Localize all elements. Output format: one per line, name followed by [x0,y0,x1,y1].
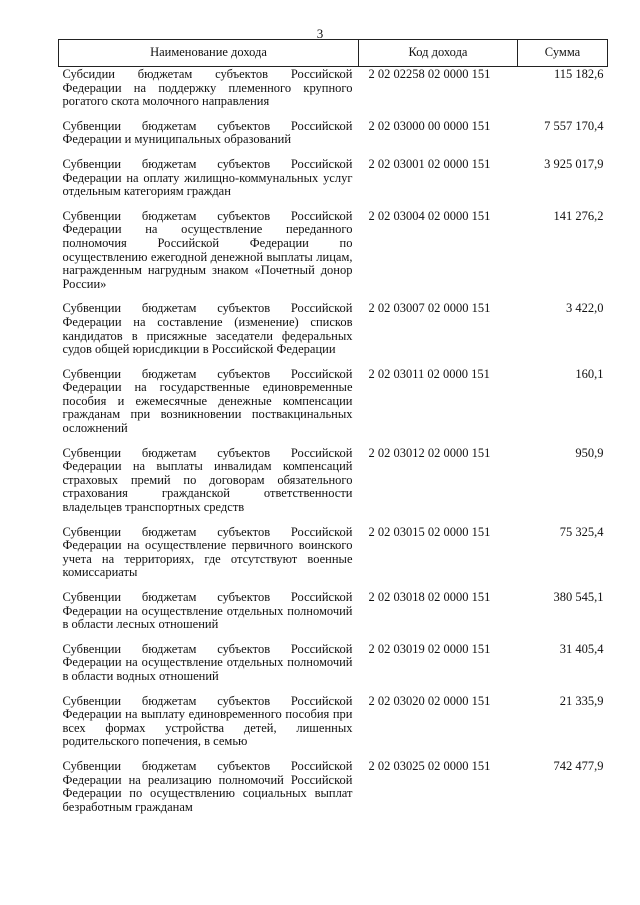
income-amount: 3 925 017,9 [544,156,604,171]
table-row [59,526,608,591]
income-amount: 7 557 170,4 [544,118,604,133]
column-header-code: Код дохода [359,40,518,67]
income-name: Субвенции бюджетам субъектов Российской Федерации на выплату единовременного пособия при всех формах устройства детей, лишенных родительского попечения, в семью [62,693,353,749]
income-name: Субвенции бюджетам субъектов Российской Федерации на оплату жилищно-коммунальных услуг отдельным категориям граждан [62,156,353,199]
table-row [59,643,608,695]
income-amount: 160,1 [575,366,604,381]
income-amount: 380 545,1 [553,590,604,604]
income-name: Субвенции бюджетам субъектов Российской Федерации на осуществление отдельных полномочий в области водных отношений [62,641,353,683]
income-amount: 141 276,2 [553,208,604,223]
income-table [58,39,608,825]
table-row [59,368,608,447]
income-amount: 31 405,4 [559,641,604,656]
income-amount: 950,9 [575,445,604,460]
column-header-amount: Сумма [518,40,608,67]
income-amount: 21 335,9 [559,693,604,708]
income-code: 2 02 03004 02 0000 151 [368,208,491,223]
table-row [59,760,608,825]
income-amount: 3 422,0 [566,301,604,316]
income-name: Субвенции бюджетам субъектов Российской Федерации на осуществление первичного воинского учета на территориях, где отсутствуют военные комиссариаты [62,524,353,580]
income-name: Субвенции бюджетам субъектов Российской Федерации на осуществление отдельных полномочий в области лесных отношений [62,590,353,632]
income-code: 2 02 03000 00 0000 151 [368,118,491,133]
income-name: Субвенции бюджетам субъектов Российской Федерации на осуществление переданного полномочия Российской Федерации по осуществлению ежегодной денежной выплаты лицам, награжденным нагрудным знаком «Почетный донор России» [62,208,353,291]
income-name: Субсидии бюджетам субъектов Российской Федерации на поддержку племенного крупного рогатого скота молочного направления [62,67,353,109]
table-row [59,591,608,643]
income-code: 2 02 03019 02 0000 151 [368,641,491,656]
income-code: 2 02 03015 02 0000 151 [368,524,491,539]
table-row [59,302,608,367]
table-row [59,67,608,120]
income-amount: 742 477,9 [553,758,604,773]
income-code: 2 02 03011 02 0000 151 [368,366,490,381]
income-code: 2 02 02258 02 0000 151 [368,67,491,81]
table-row [59,120,608,158]
page-number: 3 [316,26,324,41]
table-row [59,447,608,526]
income-amount: 75 325,4 [559,524,604,539]
income-code: 2 02 03012 02 0000 151 [368,445,491,460]
income-name: Субвенции бюджетам субъектов Российской Федерации на выплаты инвалидам компенсаций страховых премий по договорам обязательного страхования гражданской ответственности владельцев транспортных средств [62,445,353,515]
income-code: 2 02 03018 02 0000 151 [368,590,491,604]
income-name: Субвенции бюджетам субъектов Российской Федерации на государственные единовременные пособия и ежемесячные денежные компенсации гражданам при возникновении поствакцинальных осложнений [62,366,353,436]
income-name: Субвенции бюджетам субъектов Российской Федерации на составление (изменение) списков кандидатов в присяжные заседатели федеральных судов общей юрисдикции в Российской Федерации [62,301,353,357]
income-amount: 115 182,6 [553,67,604,81]
table-header-row [59,40,608,67]
table-row [59,158,608,210]
income-name: Субвенции бюджетам субъектов Российской Федерации на реализацию полномочий Российской Федерации по осуществлению социальных выплат безработным гражданам [62,758,353,814]
income-code: 2 02 03007 02 0000 151 [368,301,491,316]
income-code: 2 02 03001 02 0000 151 [368,156,491,171]
table-row [59,695,608,760]
column-header-name: Наименование дохода [59,40,359,67]
income-code: 2 02 03025 02 0000 151 [368,758,491,773]
income-name: Субвенции бюджетам субъектов Российской Федерации и муниципальных образований [62,118,353,147]
income-code: 2 02 03020 02 0000 151 [368,693,491,708]
table-row [59,210,608,303]
